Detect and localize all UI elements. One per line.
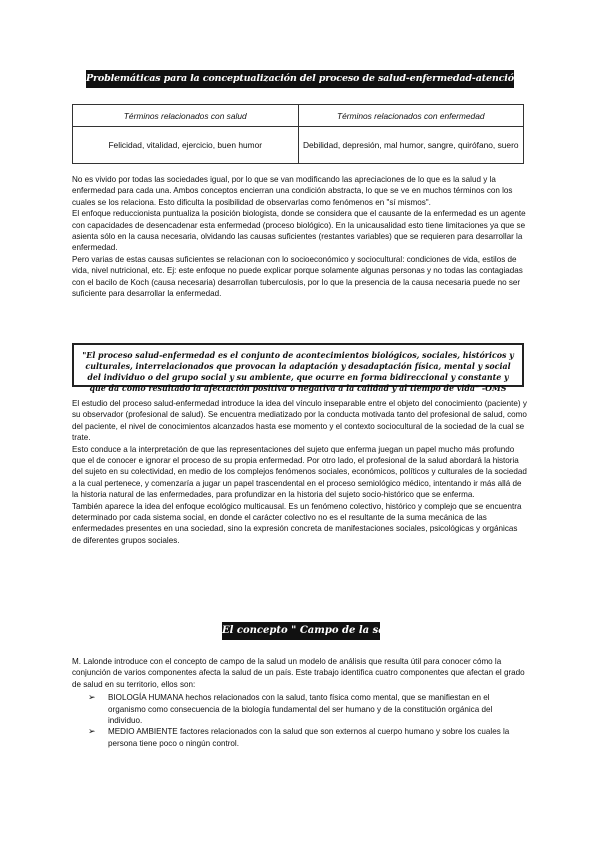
table-header-row <box>73 105 524 127</box>
study-text-block <box>72 398 528 546</box>
list-item <box>88 692 528 726</box>
components-list <box>72 692 528 749</box>
oms-quote-box: "El proceso salud-enfermedad es el conjunto de acontecimientos biológicos, sociales, históricos y culturales, interrelacionados que provocan la adaptación y desadaptación física, mental y social del individuo o del grupo social y su ambiente, que ocurre en forma bidireccional y constante y que da como resultado la afectación positiva o negativa a la calidad y al tiempo de vida" -OMS <box>72 343 524 387</box>
paragraph: M. Lalonde introduce con el concepto de campo de la salud un modelo de análisis que resulta útil para conocer cómo la conjunción de varios componentes afecta la salud de un país. Este trabajo identifica cuatro componentes que afectan el grado de salud en su territorio, ellos son: <box>72 657 525 689</box>
paragraph: No es vivido por todas las sociedades igual, por lo que se van modificando las apreciaciones de lo que es la salud y la enfermedad para cada una. Ambos conceptos encierran una condición abstracta, lo que se ve en muchos términos con los cuales se los relaciona. Esto dificulta la posibilidad de observarlas como fenómenos en "sí mismos". <box>72 175 513 207</box>
paragraph: También aparece la idea del enfoque ecológico multicausal. Es un fenómeno colectivo, histórico y complejo que se encuentra determinado por cada sistema social, en donde el carácter colectivo no es el resultante de la suma mecánica de las enfermedades presentes en una sociedad, sino la expresión concreta de manifestaciones sociales, psicológicas y orgánicas de diferentes grupos sociales. <box>72 501 522 545</box>
section-title: El concepto " Campo de la salud" <box>222 622 380 640</box>
list-item-text: MEDIO AMBIENTE factores relacionados con la salud que son externos al cuerpo humano y sobre los cuales la persona tiene poco o ningún control. <box>108 727 510 748</box>
paragraph: El enfoque reduccionista puntualiza la posición biologista, donde se considera que el causante de la enfermedad es un agente con capacidades de desencadenar esta enfermedad (proceso biológico). En la unicausalidad esto tiene limitaciones ya que se asienta sólo en la causa necesaria, olvidando las causas suficientes (restantes variables) que se requieren para desarrollar la enfermedad. <box>72 209 526 253</box>
arrow-bullet-icon: ➢ <box>88 692 96 703</box>
paragraph: Esto conduce a la interpretación de que las representaciones del sujeto que enferma juegan un papel mucho más profundo que el de conocer e ignorar el proceso de su propia enfermedad. Por otro lado, el profesional de la salud abordará la historia del sujeto en su colectividad, en medio de los complejos fenómenos sociales, económicos, políticos y culturales de la sociedad a la cual pertenece, y comenzaría a jugar un papel trascendental en el proceso semiológico médico, intentando ir más allá de la historia natural de las enfermedades, para profundizar en la historia del sujeto socio-histórico que se enferma. <box>72 444 527 500</box>
paragraph: Pero varias de estas causas suficientes se relacionan con lo socioeconómico y sociocultural: condiciones de vida, estilos de vida, nivel nutricional, etc. Ej: este enfoque no puede explicar porque solamente algunas personas y no todas las contagiadas con el bacilo de Koch (causa necesaria) desarrollan tuberculosis, por lo que la presencia de la causa necesaria puede no ser suficiente para desarrollar la enfermedad. <box>72 254 523 299</box>
header-disease-terms: Términos relacionados con enfermedad <box>298 105 524 127</box>
disease-terms-cell: Debilidad, depresión, mal humor, sangre, quirófano, suero <box>298 127 524 164</box>
arrow-bullet-icon: ➢ <box>88 726 96 737</box>
lalonde-text-block <box>72 656 528 749</box>
terms-table <box>72 104 524 164</box>
list-item-text: BIOLOGÍA HUMANA hechos relacionados con la salud, tanto física como mental, que se manifiestan en el organismo como consecuencia de la biología fundamental del ser humano y de la constitución orgánica del individuo. <box>108 693 493 726</box>
page-title: Problemáticas para la conceptualización del proceso de salud-enfermedad-atención/cuidado <box>86 70 514 88</box>
list-item <box>88 726 528 749</box>
header-health-terms: Términos relacionados con salud <box>73 105 299 127</box>
intro-text-block <box>72 174 528 299</box>
health-terms-cell: Felicidad, vitalidad, ejercicio, buen humor <box>73 127 299 164</box>
table-row <box>73 127 524 164</box>
paragraph: El estudio del proceso salud-enfermedad introduce la idea del vínculo inseparable entre el objeto del conocimiento (paciente) y su observador (profesional de salud). Se encuentra mediatizado por la conducta motivada tanto del profesional de salud, como del paciente, el nivel de conocimientos alcanzados hasta ese momento y el contexto sociocultural de la sociedad de la cual se trate. <box>72 399 527 443</box>
